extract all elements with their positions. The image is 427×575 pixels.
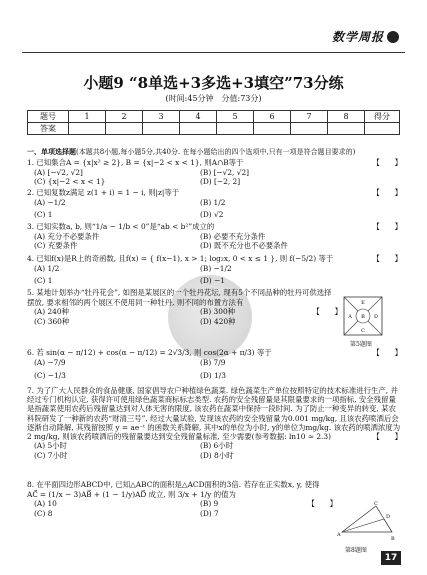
figure-5-caption: 第5题图 bbox=[350, 341, 372, 348]
fig8-label: A bbox=[337, 532, 341, 538]
answer-cell[interactable] bbox=[328, 123, 365, 135]
question-7 bbox=[27, 386, 402, 460]
answer-cell[interactable] bbox=[180, 123, 217, 135]
fig8-segment bbox=[384, 519, 392, 532]
section-heading bbox=[27, 147, 400, 157]
option-a[interactable]: (A) −1/2 bbox=[34, 197, 66, 207]
option-a[interactable]: (A) 240种 bbox=[34, 307, 69, 317]
page-title: 小题9 “8单选+3多选+3填空”73分练 bbox=[83, 74, 344, 92]
option-b[interactable]: (B) [−√2, √2] bbox=[200, 167, 250, 177]
answer-cell[interactable] bbox=[254, 123, 291, 135]
option-a[interactable]: (A) [−√2, √2] bbox=[34, 167, 83, 177]
question-stem: 2. 已知复数z满足 z(1 + i) = 1 − i, 则|z|等于 bbox=[27, 188, 180, 197]
option-a[interactable]: (A) 1/2 bbox=[34, 263, 60, 273]
answer-cell[interactable] bbox=[291, 123, 328, 135]
question-6 bbox=[27, 348, 402, 380]
header-divider bbox=[22, 52, 405, 53]
fig8-label: B bbox=[391, 536, 395, 542]
option-a[interactable]: (A) 充分不必要条件 bbox=[34, 231, 100, 241]
option-c[interactable]: (C) 8 bbox=[34, 508, 53, 518]
answer-cell[interactable] bbox=[69, 123, 106, 135]
section-title: 一、单项选择题 bbox=[27, 147, 76, 156]
answer-bracket[interactable]: 【 】 bbox=[312, 307, 342, 316]
option-b[interactable]: (B) 300种 bbox=[200, 307, 236, 317]
option-c[interactable]: (C) 360种 bbox=[34, 316, 70, 326]
question-stem: 7. 为了广大人民群众的食品健康, 国家倡导农户种植绿色蔬菜. 绿色蔬菜生产单位按照特定的技术标准进行生产, 并经过专门机构认定, 获得许可使用绿色蔬菜商标标志类型. 农药的安全残留量是其限量要求的一项指标, 安全残留量是指蔬菜使用农药后残留量达到对人体无害的限度, 该农药在蔬菜中保持一段时间. 为了防止一种变异的转变, 某农科院研发了一种新的农药“财清三号”, 经过大量试验, 发现该农药的安全残留量为0.001 mg/kg, 且该农药喷洒后会逐渐自动降解, 其残留按照 y = ae⁻ᵗ 的函数关系降解, 其中x的单位为小时, y的单位为mg/kg. 该农药的喷洒浓度为2 mg/kg, 则该农药喷洒后的残留量要达到安全残留量标准, 至少需要(参考数据: ln10 ≈ 2.3) bbox=[27, 386, 401, 442]
table-cell: 3 bbox=[143, 111, 180, 123]
answer-cell[interactable] bbox=[143, 123, 180, 135]
fig5-label: A bbox=[348, 314, 352, 320]
section-instruction: (本题共8小题,每小题5分,共40分. 在每小题给出的四个选项中,只有一项是符合题目要求的) bbox=[76, 148, 356, 156]
answer-table-header-row bbox=[28, 111, 400, 123]
option-d[interactable]: (D) 既不充分也不必要条件 bbox=[200, 241, 288, 251]
option-b[interactable]: (B) 7/9 bbox=[200, 357, 226, 367]
option-a[interactable]: (A) −7/9 bbox=[34, 357, 66, 367]
table-cell: 4 bbox=[180, 111, 217, 123]
option-d[interactable]: (D) √2 bbox=[200, 209, 224, 219]
table-cell: 5 bbox=[217, 111, 254, 123]
question-5 bbox=[27, 288, 342, 326]
option-c[interactable]: (C) 1 bbox=[34, 275, 53, 285]
option-d[interactable]: (D) −1 bbox=[200, 275, 225, 285]
answer-cell[interactable] bbox=[217, 123, 254, 135]
table-cell: 8 bbox=[328, 111, 365, 123]
option-b[interactable]: (B) 1/2 bbox=[200, 197, 226, 207]
option-c[interactable]: (C) 充要条件 bbox=[34, 241, 78, 251]
fig8-label: C bbox=[374, 501, 378, 507]
answer-bracket[interactable]: 【 】 bbox=[307, 499, 337, 508]
answer-bracket[interactable]: 【 】 bbox=[372, 158, 402, 167]
option-b[interactable]: (B) 6小时 bbox=[200, 441, 234, 451]
answer-bracket[interactable]: 【 】 bbox=[372, 188, 402, 197]
question-3 bbox=[27, 222, 402, 251]
option-d[interactable]: (D) 1/3 bbox=[200, 370, 226, 380]
option-b[interactable]: (B) 必要不充分条件 bbox=[200, 231, 266, 241]
answer-table bbox=[27, 110, 400, 135]
table-cell: 2 bbox=[106, 111, 143, 123]
table-cell: 1 bbox=[69, 111, 106, 123]
option-d[interactable]: (D) 8小时 bbox=[200, 450, 234, 460]
answer-bracket[interactable]: 【 】 bbox=[372, 222, 402, 231]
question-stem: 6. 若 sin(α − π/12) + cos(α − π/12) = 2√3/3, 则 cos(2α + π/3) 等于 bbox=[27, 348, 272, 357]
fig8-label: D bbox=[386, 514, 391, 520]
option-a[interactable]: (A) 10 bbox=[34, 499, 57, 509]
option-d[interactable]: (D) 7 bbox=[200, 508, 219, 518]
option-d[interactable]: (D) 420种 bbox=[200, 316, 236, 326]
option-a[interactable]: (A) 5小时 bbox=[34, 441, 67, 451]
question-stem: 3. 已知实数a, b, 则“1/a − 1/b < 0”是“ab < b²”成立的 bbox=[27, 222, 215, 231]
page-number: 17 bbox=[381, 551, 401, 565]
answer-bracket[interactable]: 【 】 bbox=[372, 254, 402, 263]
fig5-label: B bbox=[361, 314, 365, 320]
answer-table-answer-row bbox=[28, 123, 400, 135]
answer-bracket[interactable]: 【 】 bbox=[372, 348, 402, 357]
figure-8-caption: 第8题图 bbox=[345, 547, 367, 554]
table-cell: 7 bbox=[291, 111, 328, 123]
fig5-label: D bbox=[373, 314, 379, 320]
option-b[interactable]: (B) −1/2 bbox=[200, 263, 232, 273]
option-c[interactable]: (C) 1 bbox=[34, 209, 53, 219]
question-2 bbox=[27, 188, 402, 219]
question-1 bbox=[27, 158, 402, 187]
table-cell: 题号 bbox=[28, 111, 69, 123]
score-cell[interactable] bbox=[365, 123, 400, 135]
page-subtitle: (时间:45分钟 分值:73分) bbox=[165, 94, 262, 103]
fig5-label: E bbox=[361, 300, 365, 306]
brand-text: 数学周报 bbox=[331, 30, 384, 44]
option-d[interactable]: (D) [−2, 2] bbox=[200, 177, 241, 187]
option-c[interactable]: (C) {x|−2 < x < 1} bbox=[34, 177, 106, 187]
answer-bracket[interactable]: 【 】 bbox=[372, 432, 402, 442]
question-stem: 5. 某地计划举办“牡丹花会”, 如图是某展区的一个牡丹花坛, 现有5个不同品种的牡丹可供选择摆放, 要求相邻的两个展区不使用同一种牡丹, 则不同的布置方法有 bbox=[27, 288, 332, 307]
question-stem: 4. 已知f(x)是R上的奇函数, 且f(x) = { f(x−1), x > 1; log₂x, 0 < x ≤ 1 }, 则 f(−5/2) 等于 bbox=[27, 254, 334, 263]
brand-logo bbox=[332, 28, 399, 45]
option-c[interactable]: (C) −1/3 bbox=[34, 370, 66, 380]
question-8 bbox=[27, 480, 337, 518]
question-4 bbox=[27, 254, 402, 285]
figure-8-diagram bbox=[334, 500, 396, 542]
option-b[interactable]: (B) 9 bbox=[200, 499, 219, 509]
fig8-segment bbox=[342, 519, 384, 532]
brand-mark-icon bbox=[387, 31, 399, 43]
table-cell: 答案 bbox=[28, 123, 69, 135]
option-c[interactable]: (C) 7小时 bbox=[34, 450, 68, 460]
question-stem: 8. 在平面四边形ABCD中, 已知△ABC的面积是△ACD面积的3倍. 若存在正实数x, y, 使得 AC⃗ = (1/x − 3)AB⃗ + (1 − 1/y)AD⃗ 成立, 则 3/x + 1/y 的值为 bbox=[27, 480, 320, 499]
question-stem: 1. 已知集合A = {x|x² ≥ 2}, B = {x|−2 < x < 1}, 则A∩B等于 bbox=[27, 158, 244, 167]
fig5-label: C bbox=[361, 328, 365, 334]
answer-cell[interactable] bbox=[106, 123, 143, 135]
figure-5-diagram bbox=[343, 296, 383, 336]
fig8-triangle bbox=[342, 506, 392, 532]
table-cell: 6 bbox=[254, 111, 291, 123]
table-cell: 得分 bbox=[365, 111, 400, 123]
